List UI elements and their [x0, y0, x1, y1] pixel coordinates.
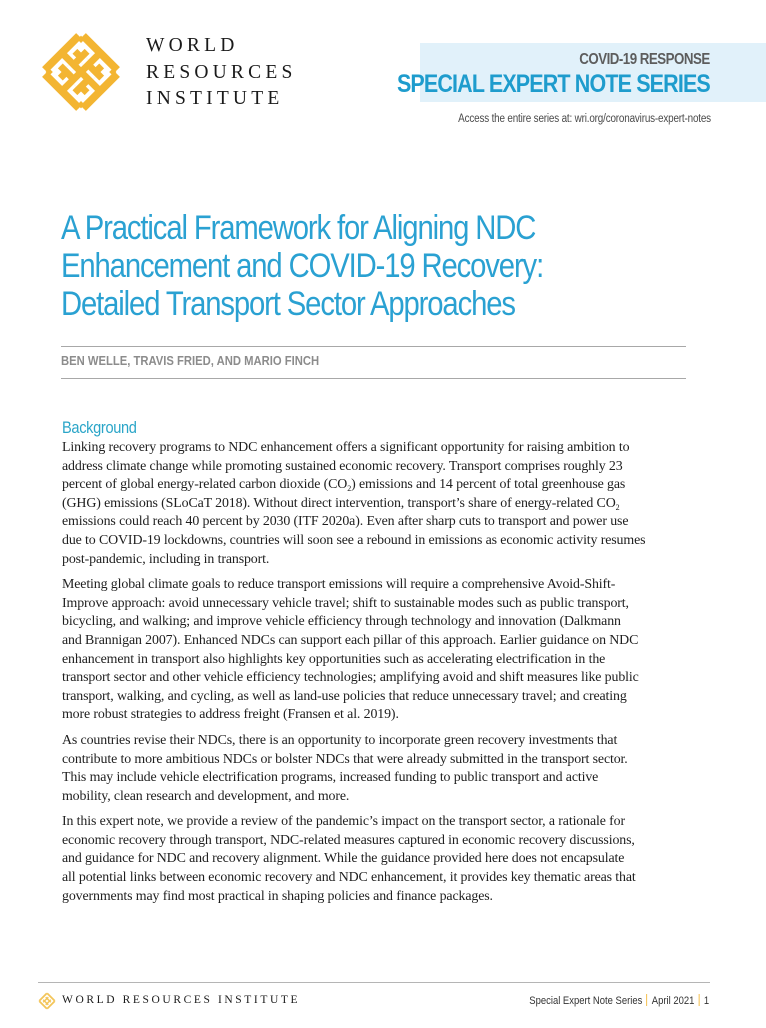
series-access-link[interactable]: Access the entire series at: wri.org/coronavirus-expert-notes [458, 113, 711, 125]
wri-logo-icon [38, 29, 124, 115]
text-line: transport sector and other vehicle efficiency technologies; amplifying avoid and shift measures like public [62, 670, 639, 686]
org-name-line: RESOURCES [146, 61, 297, 83]
title-line: Enhancement and COVID-19 Recovery: [61, 247, 544, 285]
text-line: Linking recovery programs to NDC enhancement offers a significant opportunity for raising ambition to [62, 440, 630, 455]
text-line: bicycling, and walking; and improve vehicle efficiency through technology and innovation (Dalkmann [62, 614, 621, 630]
text-line: mobility, clean research and development, and more. [62, 788, 350, 804]
body-text [62, 439, 698, 913]
divider-bottom [61, 378, 686, 379]
divider-top [61, 346, 686, 347]
org-name-line: INSTITUTE [146, 88, 284, 109]
org-name-line: WORLD [146, 35, 239, 56]
text-line: As countries revise their NDCs, there is an opportunity to incorporate green recovery investments that [62, 732, 618, 748]
text-line: transport, walking, and cycling, as well as land-use policies that reduce unnecessary travel; and creating [62, 688, 627, 704]
footer-meta [529, 994, 709, 1007]
text-line: governments may find most practical in shaping policies and finance packages. [62, 888, 493, 904]
text-fragment: percent of global energy-related carbon dioxide (CO [62, 477, 348, 493]
authors: BEN WELLE, TRAVIS FRIED, AND MARIO FINCH [61, 354, 320, 368]
title-line: A Practical Framework for Aligning NDC [61, 209, 536, 247]
document-title [61, 209, 681, 323]
org-name [146, 33, 297, 113]
text-line: all potential links between economic recovery and NDC enhancement, it provides key thematic areas that [62, 870, 636, 886]
paragraph [62, 439, 698, 569]
text-line [62, 495, 698, 514]
text-line: more robust strategies to address freight (Fransen et al. 2019). [62, 707, 399, 723]
text-line: emissions could reach 40 percent by 2030 (ITF 2020a). Even after sharp cuts to transport and power use [62, 514, 629, 530]
title-line: Detailed Transport Sector Approaches [61, 285, 515, 323]
footer-separator [647, 994, 648, 1006]
footer-date: April 2021 [651, 995, 695, 1007]
paragraph [62, 813, 698, 906]
text-fragment: ) emissions and 14 percent of total greenhouse gas [351, 477, 626, 493]
text-line: economic recovery through transport, NDC-related measures captured in economic recovery discussions, [62, 832, 635, 848]
text-line: post-pandemic, including in transport. [62, 551, 270, 567]
text-line: contribute to more ambitious NDCs or bolster NDCs that were already submitted in the transport sector. [62, 751, 628, 767]
subscript: 2 [347, 484, 352, 494]
text-line: and guidance for NDC and recovery alignment. While the guidance provided here does not encapsulate [62, 851, 625, 867]
footer-divider [38, 982, 710, 983]
text-line: enhancement in transport also highlights key opportunities such as accelerating electrification in the [62, 651, 606, 667]
subscript: 2 [615, 502, 620, 512]
paragraph [62, 732, 698, 806]
wri-footer-logo-icon [38, 992, 56, 1010]
text-line: and Brannigan 2007). Enhanced NDCs can support each pillar of this approach. Earlier guidance on NDC [62, 632, 639, 648]
text-line: This may include vehicle electrification programs, increased funding to public transport and active [62, 770, 599, 786]
banner-kicker: COVID-19 RESPONSE [579, 51, 710, 68]
text-line: Meeting global climate goals to reduce transport emissions will require a comprehensive Avoid-Shift- [62, 577, 616, 593]
section-heading-background: Background [62, 418, 137, 437]
text-line: In this expert note, we provide a review of the pandemic’s impact on the transport sector, a rationale for [62, 814, 625, 830]
footer-separator [699, 994, 700, 1006]
text-line: due to COVID-19 lockdowns, countries will soon see a rebound in emissions as economic activity resumes [62, 532, 646, 548]
text-line: Improve approach: avoid unnecessary vehicle travel; shift to sustainable modes such as public transport, [62, 595, 629, 611]
banner-title: SPECIAL EXPERT NOTE SERIES [397, 70, 710, 98]
paragraph [62, 576, 698, 725]
text-fragment: (GHG) emissions (SLoCaT 2018). Without direct intervention, transport’s share of energy-related CO [62, 495, 616, 511]
text-line [62, 476, 698, 495]
series-banner [397, 43, 766, 102]
footer-series: Special Expert Note Series [529, 995, 643, 1007]
page-number: 1 [703, 995, 709, 1007]
text-line: address climate change while promoting sustained economic recovery. Transport comprises roughly 23 [62, 458, 623, 474]
footer-org-name: WORLD RESOURCES INSTITUTE [62, 994, 301, 1006]
